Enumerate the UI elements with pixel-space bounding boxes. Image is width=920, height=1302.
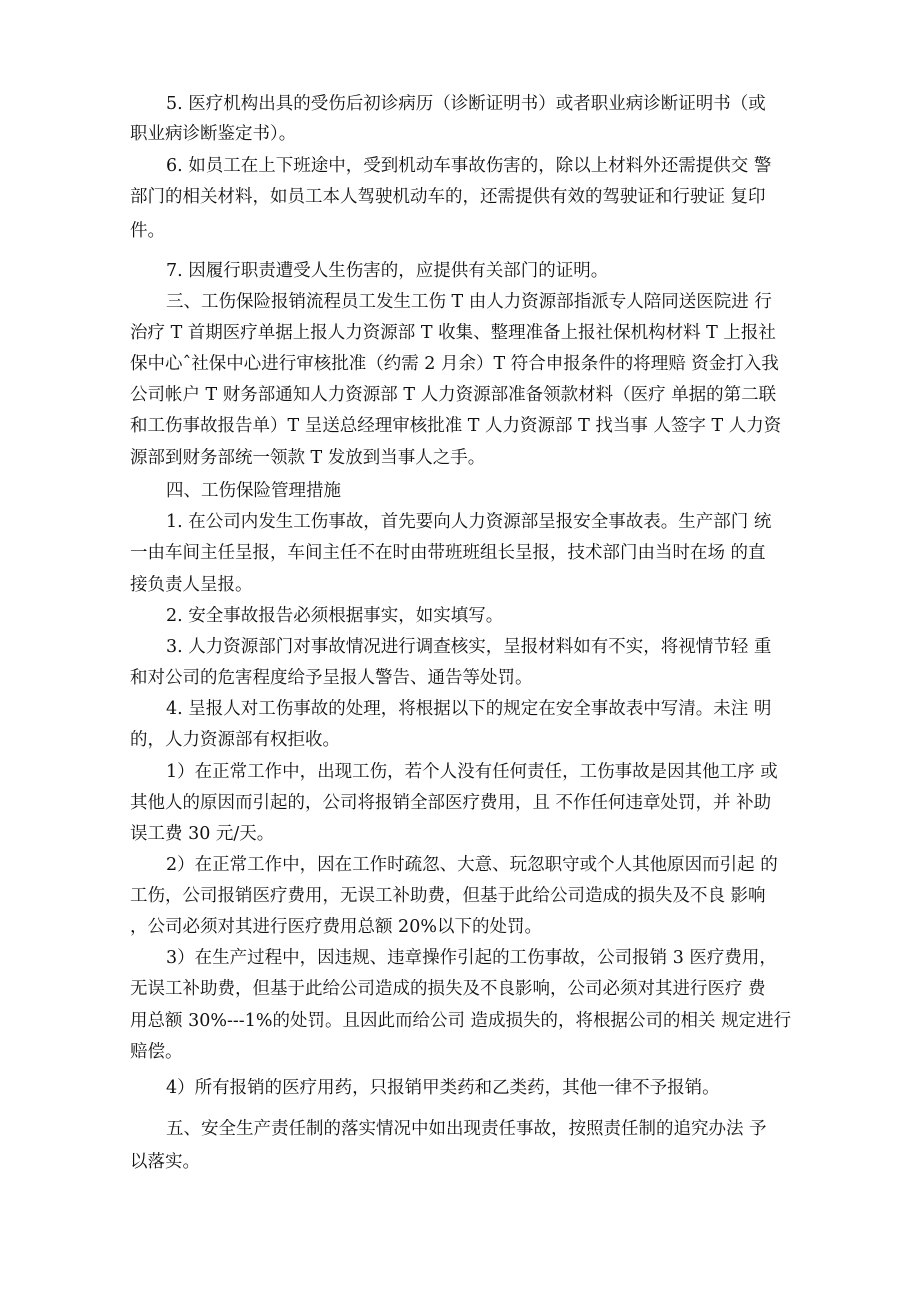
text-line: 接负责人呈报。 bbox=[130, 575, 253, 595]
text-line: 用总额 30%---1%的处罚。且因此而给公司 造成损失的，将根据公司的相关 规定进行 bbox=[130, 1011, 792, 1031]
text-line: 工伤，公司报销医疗费用，无误工补助费，但基于此给公司造成的损失及不良 影响 bbox=[130, 886, 766, 906]
text-line: 无误工补助费，但基于此给公司造成的损失及不良影响，公司必须对其进行医疗 费 bbox=[130, 979, 766, 999]
text-line: 件。 bbox=[130, 221, 165, 241]
text-line: 1）在正常工作中，出现工伤，若个人没有任何责任，工伤事故是因其他工序 或 bbox=[166, 762, 778, 782]
text-line: 保中心ˆ社保中心进行审核批准（约需 2 月余）T 符合申报条件的将理赔 资金打入我 bbox=[130, 354, 779, 374]
text-line: 7. 因履行职责遭受人生伤害的，应提供有关部门的证明。 bbox=[166, 261, 609, 281]
text-line: 治疗 T 首期医疗单据上报人力资源部 T 收集、整理准备上报社保机构材料 T 上报社 bbox=[130, 323, 776, 343]
text-line: 三、工伤保险报销流程员工发生工伤 T 由人力资源部指派专人陪同送医院进 行 bbox=[166, 292, 772, 312]
text-line: 误工费 30 元/天。 bbox=[130, 824, 275, 844]
text-line: 2）在正常工作中，因在工作时疏忽、大意、玩忽职守或个人其他原因而引起 的 bbox=[166, 855, 778, 875]
text-line: 2. 安全事故报告必须根据事实，如实填写。 bbox=[166, 606, 504, 626]
text-line: 4. 呈报人对工伤事故的处理，将根据以下的规定在安全事故表中写清。未注 明 bbox=[166, 699, 772, 719]
text-line: 1. 在公司内发生工伤事故，首先要向人力资源部呈报安全事故表。生产部门 统 bbox=[166, 512, 772, 532]
text-line: 的，人力资源部有权拒收。 bbox=[130, 730, 340, 750]
text-line: 和对公司的危害程度给予呈报人警告、通告等处罚。 bbox=[130, 668, 533, 688]
text-line: 以落实。 bbox=[130, 1152, 200, 1172]
text-line: 3）在生产过程中，因违规、违章操作引起的工伤事故，公司报销 3 医疗费用， bbox=[166, 948, 777, 968]
text-line: 6. 如员工在上下班途中，受到机动车事故伤害的，除以上材料外还需提供交 警 bbox=[166, 156, 772, 176]
text-line: 其他人的原因而引起的，公司将报销全部医疗费用，且 不作任何违章处罚，并 补助 bbox=[130, 793, 772, 813]
text-line: 公司帐户 T 财务部通知人力资源部 T 人力资源部准备领款材料（医疗 单据的第二联 bbox=[130, 385, 777, 405]
text-line: 一由车间主任呈报，车间主任不在时由带班班组长呈报，技术部门由当时在场 的直 bbox=[130, 543, 766, 563]
text-line: 4）所有报销的医疗用药，只报销甲类药和乙类药，其他一律不予报销。 bbox=[166, 1078, 720, 1098]
text-line: ，公司必须对其进行医疗费用总额 20%以下的处罚。 bbox=[130, 917, 542, 937]
text-line: 5. 医疗机构出具的受伤后初诊病历（诊断证明书）或者职业病诊断证明书（或 bbox=[166, 94, 766, 114]
section-heading: 四、工伤保险管理措施 bbox=[166, 481, 341, 501]
text-line: 3. 人力资源部门对事故情况进行调查核实，呈报材料如有不实，将视情节轻 重 bbox=[166, 637, 772, 657]
text-line: 职业病诊断鉴定书）。 bbox=[130, 124, 297, 144]
text-line: 源部到财务部统一领款 T 发放到当事人之手。 bbox=[130, 448, 486, 468]
section-heading: 五、安全生产责任制的落实情况中如出现责任事故，按照责任制的追究办法 予 bbox=[166, 1119, 767, 1139]
text-line: 和工伤事故报告单）T 呈送总经理审核批准 T 人力资源部 T 找当事 人签字 T 人力资 bbox=[130, 416, 782, 436]
text-line: 赔偿。 bbox=[130, 1042, 183, 1062]
text-line: 部门的相关材料，如员工本人驾驶机动车的，还需提供有效的驾驶证和行驶证 复印 bbox=[130, 187, 766, 207]
